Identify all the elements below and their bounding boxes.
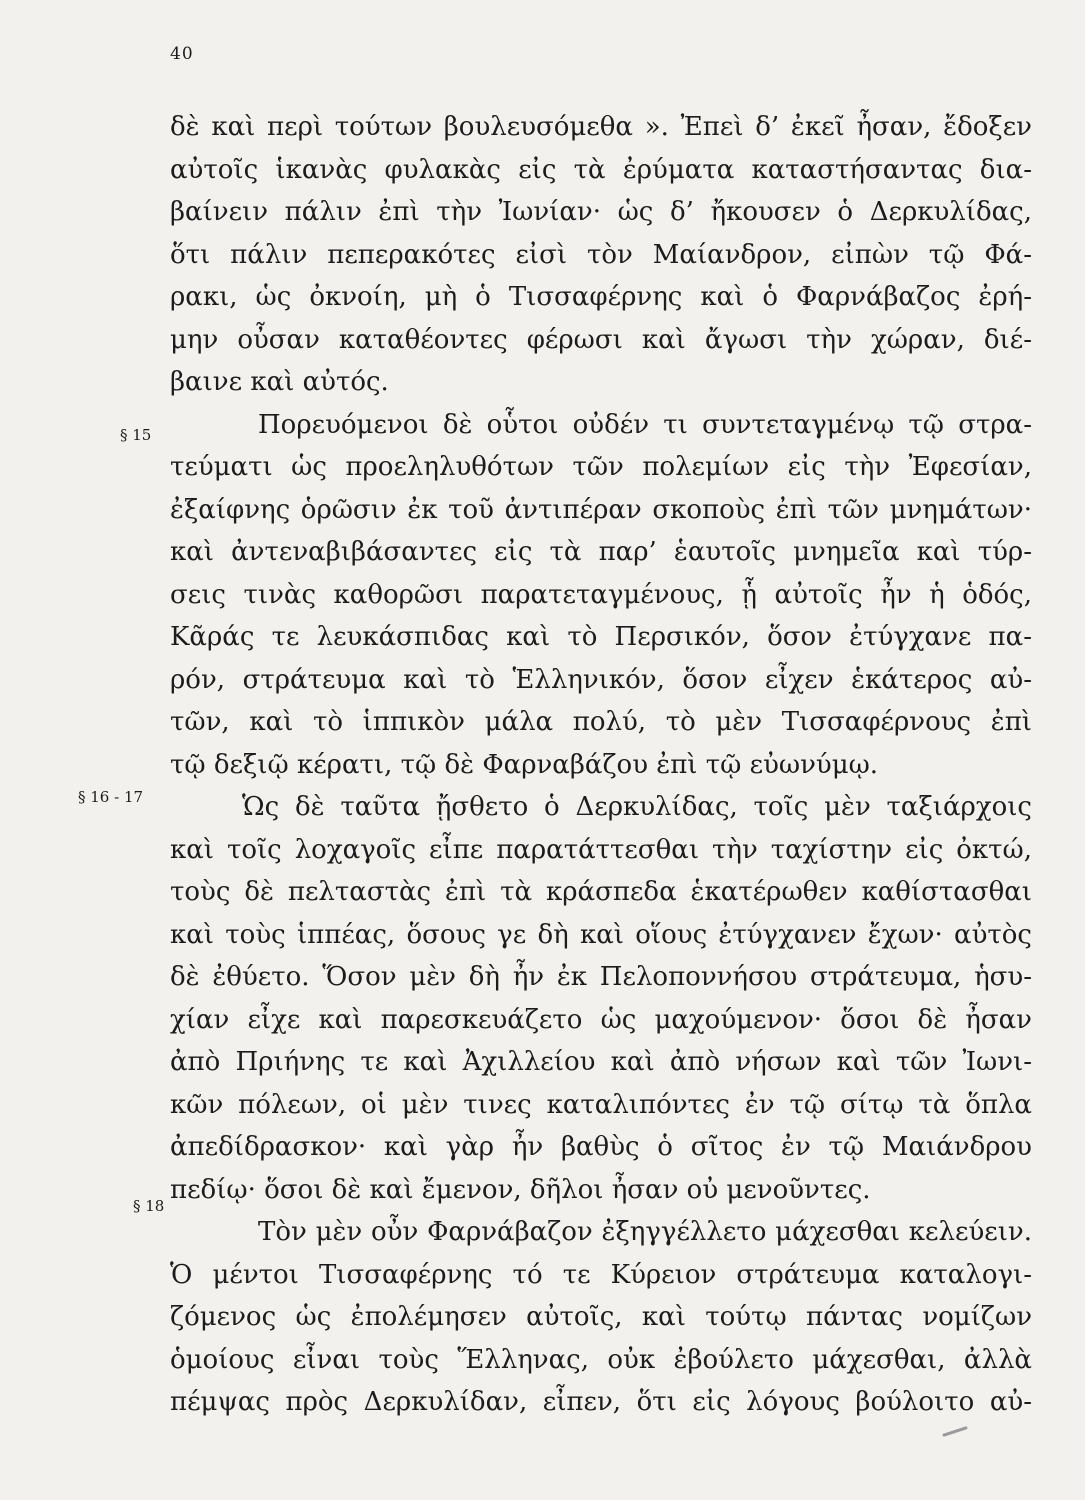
text-line: καὶ ἀντεναβιβάσαντες εἰς τὰ παρ’ ἑαυτοῖς μνημεῖα καὶ τύρ- <box>170 537 1032 567</box>
text-line: μην οὖσαν καταθέοντες φέρωσι καὶ ἄγωσι τὴν χώραν, διέ- <box>170 325 1032 355</box>
text-line: ζόμενος ὡς ἐπολέμησεν αὐτοῖς, καὶ τούτῳ πάντας νομίζων <box>170 1302 1032 1332</box>
paragraph-first-line: Πορευόμενοι δὲ οὗτοι οὐδέν τι συντεταγμένῳ τῷ στρα- <box>258 410 1032 440</box>
ink-smudge <box>942 1426 968 1437</box>
text-line: χίαν εἶχε καὶ παρεσκευάζετο ὡς μαχούμενον· ὅσοι δὲ ἦσαν <box>170 1005 1032 1035</box>
text-line: Ὁ μέντοι Τισσαφέρνης τό τε Κύρειον στράτευμα καταλογι- <box>170 1260 1032 1290</box>
text-line: ἀπεδίδρασκον· καὶ γὰρ ἦν βαθὺς ὁ σῖτος ἐν τῷ Μαιάνδρου <box>170 1132 1032 1162</box>
text-line: δὲ καὶ περὶ τούτων βουλευσόμεθα ». Ἐπεὶ δ’ ἐκεῖ ἦσαν, ἔδοξεν <box>170 112 1032 142</box>
text-line: τῶν, καὶ τὸ ἱππικὸν μάλα πολύ, τὸ μὲν Τισσαφέρνους ἐπὶ <box>170 707 1032 737</box>
text-line: καὶ τοῖς λοχαγοῖς εἶπε παρατάττεσθαι τὴν ταχίστην εἰς ὀκτώ, <box>170 835 1032 865</box>
text-line: ἐξαίφνης ὁρῶσιν ἐκ τοῦ ἀντιπέραν σκοποὺς ἐπὶ τῶν μνημάτων· <box>170 495 1032 525</box>
page-number: 40 <box>170 44 194 64</box>
text-line: πέμψας πρὸς Δερκυλίδαν, εἶπεν, ὅτι εἰς λόγους βούλοιτο αὐ- <box>170 1387 1032 1417</box>
text-line: κῶν πόλεων, οἱ μὲν τινες καταλιπόντες ἐν τῷ σίτῳ τὰ ὅπλα <box>170 1090 1032 1120</box>
text-line: δὲ ἐθύετο. Ὅσον μὲν δὴ ἦν ἐκ Πελοποννήσου στράτευμα, ἡσυ- <box>170 962 1032 992</box>
text-line: ἀπὸ Πριήνης τε καὶ Ἀχιλλείου καὶ ἀπὸ νήσων καὶ τῶν Ἰωνι- <box>170 1047 1032 1077</box>
section-marker-15: § 15 <box>120 426 152 444</box>
text-line: ὁμοίους εἶναι τοὺς Ἕλληνας, οὐκ ἐβούλετο μάχεσθαι, ἀλλὰ <box>170 1345 1032 1375</box>
text-line: τοὺς δὲ πελταστὰς ἐπὶ τὰ κράσπεδα ἑκατέρωθεν καθίστασθαι <box>170 877 1032 907</box>
paragraph-first-line: Ὡς δὲ ταῦτα ᾔσθετο ὁ Δερκυλίδας, τοῖς μὲν ταξιάρχοις <box>242 792 1032 822</box>
text-line: βαίνειν πάλιν ἐπὶ τὴν Ἰωνίαν· ὡς δ’ ἤκουσεν ὁ Δερκυλίδας, <box>170 197 1032 227</box>
text-line: αὐτοῖς ἱκανὰς φυλακὰς εἰς τὰ ἐρύματα καταστήσαντας δια- <box>170 155 1032 185</box>
text-line: ρακι, ὡς ὀκνοίη, μὴ ὁ Τισσαφέρνης καὶ ὁ Φαρνάβαζος ἐρή- <box>170 282 1032 312</box>
text-line: τῷ δεξιῷ κέρατι, τῷ δὲ Φαρναβάζου ἐπὶ τῷ εὐωνύμῳ. <box>170 750 879 780</box>
section-marker-16-17: § 16 - 17 <box>78 788 144 806</box>
text-line: τεύματι ὡς προεληλυθότων τῶν πολεμίων εἰς τὴν Ἐφεσίαν, <box>170 452 1032 482</box>
text-line: βαινε καὶ αὐτός. <box>170 367 389 397</box>
text-line: ὅτι πάλιν πεπερακότες εἰσὶ τὸν Μαίανδρον, εἰπὼν τῷ Φά- <box>170 240 1032 270</box>
text-line: ρόν, στράτευμα καὶ τὸ Ἑλληνικόν, ὅσον εἶχεν ἑκάτερος αὐ- <box>170 665 1032 695</box>
text-line: καὶ τοὺς ἱππέας, ὅσους γε δὴ καὶ οἵους ἐτύγχανεν ἔχων· αὐτὸς <box>170 920 1032 950</box>
text-line: πεδίῳ· ὅσοι δὲ καὶ ἔμενον, δῆλοι ἦσαν οὐ μενοῦντες. <box>170 1175 871 1205</box>
paragraph-first-line: Τὸν μὲν οὖν Φαρνάβαζον ἐξηγγέλλετο μάχεσθαι κελεύειν. <box>258 1217 1032 1247</box>
text-line: Κᾶράς τε λευκάσπιδας καὶ τὸ Περσικόν, ὅσον ἐτύγχανε πα- <box>170 622 1032 652</box>
text-line: σεις τινὰς καθορῶσι παρατεταγμένους, ᾗ αὐτοῖς ἦν ἡ ὁδός, <box>170 580 1032 610</box>
section-marker-18: § 18 <box>133 1197 165 1215</box>
